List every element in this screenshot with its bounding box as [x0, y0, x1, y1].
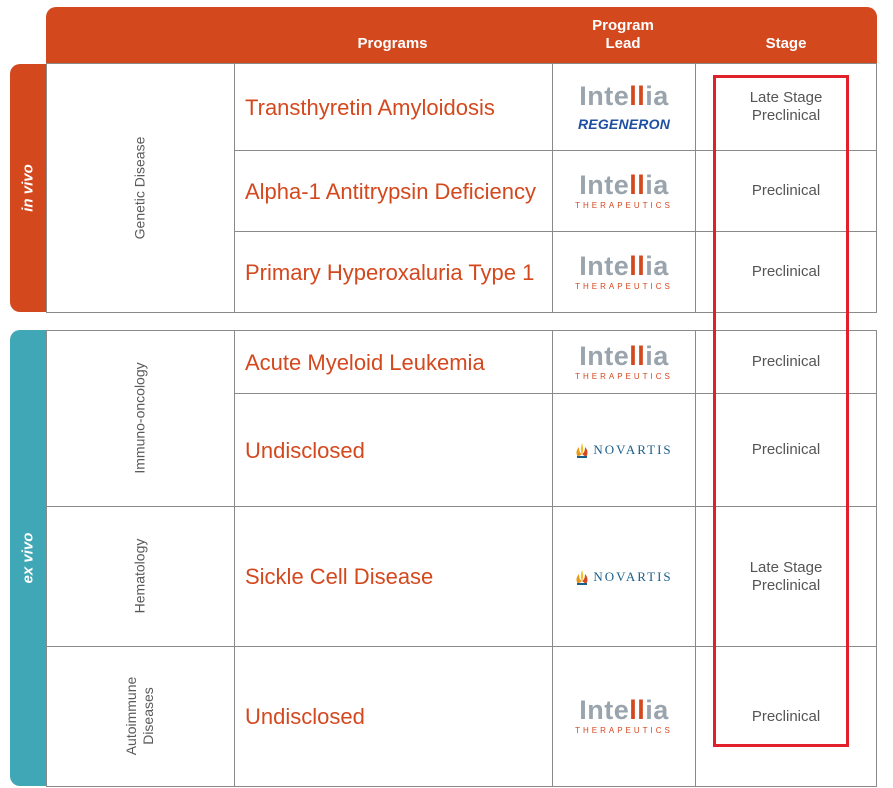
lead-logo-intellia-regeneron — [553, 64, 695, 150]
ex-vivo-tab — [10, 330, 46, 786]
stage-highlight-box — [713, 75, 849, 747]
intellia-subtitle: THERAPEUTICS — [575, 726, 673, 735]
lead-logo-intellia — [553, 232, 695, 312]
regeneron-logo: REGENERON — [577, 115, 671, 132]
stage-value: Preclinical — [751, 707, 821, 725]
intellia-logo: Intellia — [579, 695, 669, 725]
program-name: Alpha-1 Antitrypsin Deficiency — [245, 178, 537, 204]
program-name: Sickle Cell Disease — [245, 564, 434, 589]
novartis-flame-icon — [575, 442, 589, 458]
category-autoimmune-diseases — [123, 677, 157, 756]
novartis-flame-icon — [575, 569, 589, 585]
grid-line — [695, 330, 696, 787]
grid-line — [876, 330, 877, 787]
intellia-subtitle: THERAPEUTICS — [575, 200, 673, 210]
stage-value: Preclinical — [751, 263, 821, 280]
program-name: Undisclosed — [245, 437, 365, 463]
stage-value: Preclinical — [751, 441, 821, 458]
lead-logo-novartis — [553, 507, 695, 646]
lead-logo-intellia — [553, 331, 695, 393]
ex-vivo-label: ex vivo — [19, 532, 37, 584]
category-autoimmune-line1: Autoimmune — [123, 676, 139, 756]
grid-line — [876, 63, 877, 313]
programs-header: Programs — [357, 35, 428, 52]
novartis-logo: NOVARTIS — [575, 442, 672, 458]
program-lead-header: Program Lead — [592, 17, 654, 52]
lead-logo-intellia — [553, 647, 695, 786]
stage-header: Stage — [765, 35, 807, 52]
category-genetic-disease: Genetic Disease — [131, 136, 148, 240]
intellia-logo: Intellia — [579, 169, 669, 200]
in-vivo-tab — [10, 64, 46, 312]
intellia-logo: Intellia — [579, 80, 669, 111]
program-name: Undisclosed — [245, 704, 365, 729]
grid-line — [695, 63, 696, 313]
intellia-subtitle: THERAPEUTICS — [575, 371, 673, 381]
program-name: Primary Hyperoxaluria Type 1 — [245, 259, 535, 285]
intellia-logo: Intellia — [579, 340, 669, 371]
stage-value: Late Stage Preclinical — [749, 558, 823, 594]
grid-line — [46, 786, 877, 787]
grid-line — [234, 330, 235, 787]
stage-value: Preclinical — [751, 182, 821, 199]
stage-value: Preclinical — [751, 353, 821, 370]
category-immuno-oncology: Immuno-oncology — [131, 362, 148, 474]
grid-line — [46, 63, 47, 313]
lead-logo-novartis — [553, 394, 695, 506]
stage-value: Late Stage Preclinical — [749, 89, 823, 124]
category-hematology: Hematology — [131, 538, 148, 614]
in-vivo-label: in vivo — [19, 164, 37, 212]
novartis-logo: NOVARTIS — [575, 569, 672, 585]
intellia-logo: Intellia — [579, 250, 669, 281]
program-name: Transthyretin Amyloidosis — [245, 94, 495, 120]
intellia-subtitle: THERAPEUTICS — [575, 281, 673, 291]
lead-logo-intellia — [553, 151, 695, 231]
grid-line — [46, 330, 47, 787]
program-name: Acute Myeloid Leukemia — [245, 349, 485, 375]
grid-line — [234, 63, 235, 313]
category-autoimmune-line2: Diseases — [140, 687, 156, 745]
